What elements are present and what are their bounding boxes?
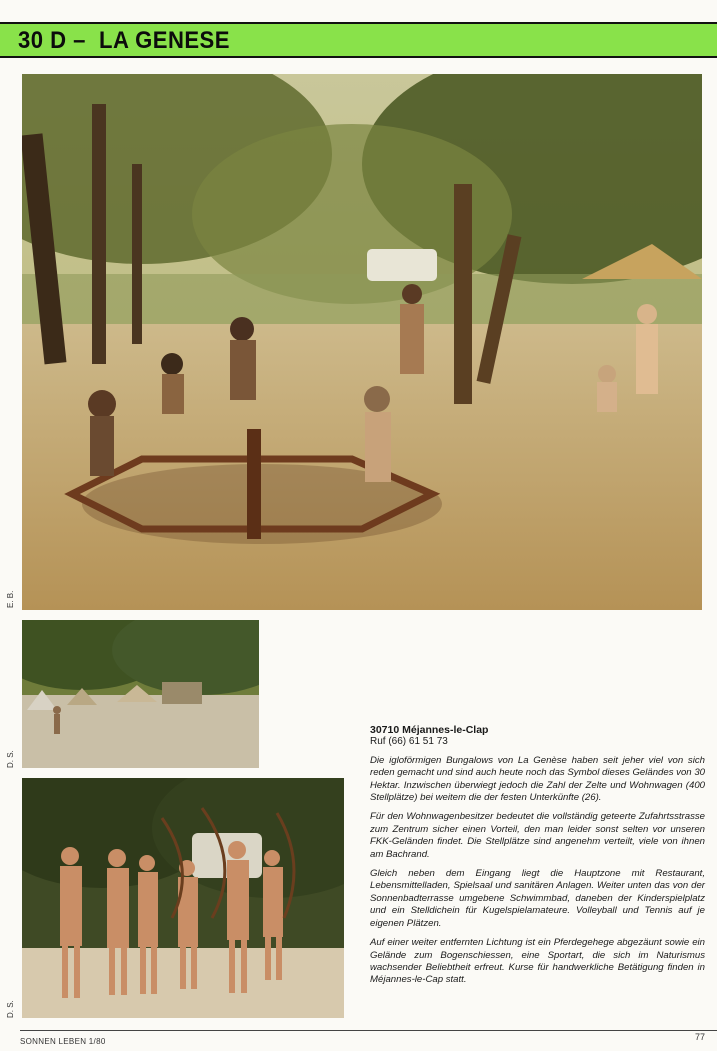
footer-publication: SONNEN LEBEN 1/80 (20, 1037, 106, 1046)
main-photo (22, 74, 702, 610)
article-title: 30710 Méjannes-le-Clap (370, 724, 489, 736)
photo-credit-archery: D. S. (6, 1000, 15, 1018)
photo-credit-main: E. B. (6, 590, 15, 608)
section-title: 30 D – LA GENESE (18, 27, 230, 54)
archery-photo (22, 778, 344, 1018)
article-phone: Ruf (66) 61 51 73 (370, 736, 448, 748)
footer-divider (20, 1030, 717, 1031)
article-paragraph: Auf einer weiter entfernten Lichtung ist ein Pferdegehege abgezäunt sowie ein Gelände zum Bogenschiessen, eine Sportart, die sich im Naturismus wachsender Beliebtheit erfreut. Kurse für handwerkliche Betätigung finden in Méjannes-le-Cap statt. (370, 937, 705, 986)
article-paragraph: Gleich neben dem Eingang liegt die Hauptzone mit Restaurant, Lebensmittelladen, Spielsaal und sanitären Anlagen. Weiter unten das von der Sonnenbadterrasse umgebene Schwimmbad, daneben der Kinderspielplatz und ein Stelldichein für Kugelspielamateure. Volleyball und Tennis auf je eigenen Plätzen. (370, 868, 705, 929)
page-number: 77 (695, 1032, 706, 1042)
photo-credit-campsite: D. S. (6, 750, 15, 768)
article-paragraph: Für den Wohnwagenbesitzer bedeutet die vollständig geteerte Zufahrtsstrasse zum Zentrum sicher einen Vorteil, den man leider sonst selten vor unseren FKK-Geländen findet. Die Stellplätze sind angenehm verteilt, viele von ihnen am Bachrand. (370, 811, 705, 860)
section-header-bar (0, 22, 717, 58)
article (370, 724, 705, 994)
article-paragraph: Die igloförmigen Bungalows von La Genèse haben seit jeher viel von sich reden gemacht und sind auch heute noch das Symbol dieses Geländes von 30 Hektar. Inzwischen überwiegt jedoch die Zahl der Zelte und Wohnwagen (400 Stellplätze) bei weitem die der festen Unterkünfte (26). (370, 754, 705, 804)
campsite-photo (22, 620, 259, 768)
